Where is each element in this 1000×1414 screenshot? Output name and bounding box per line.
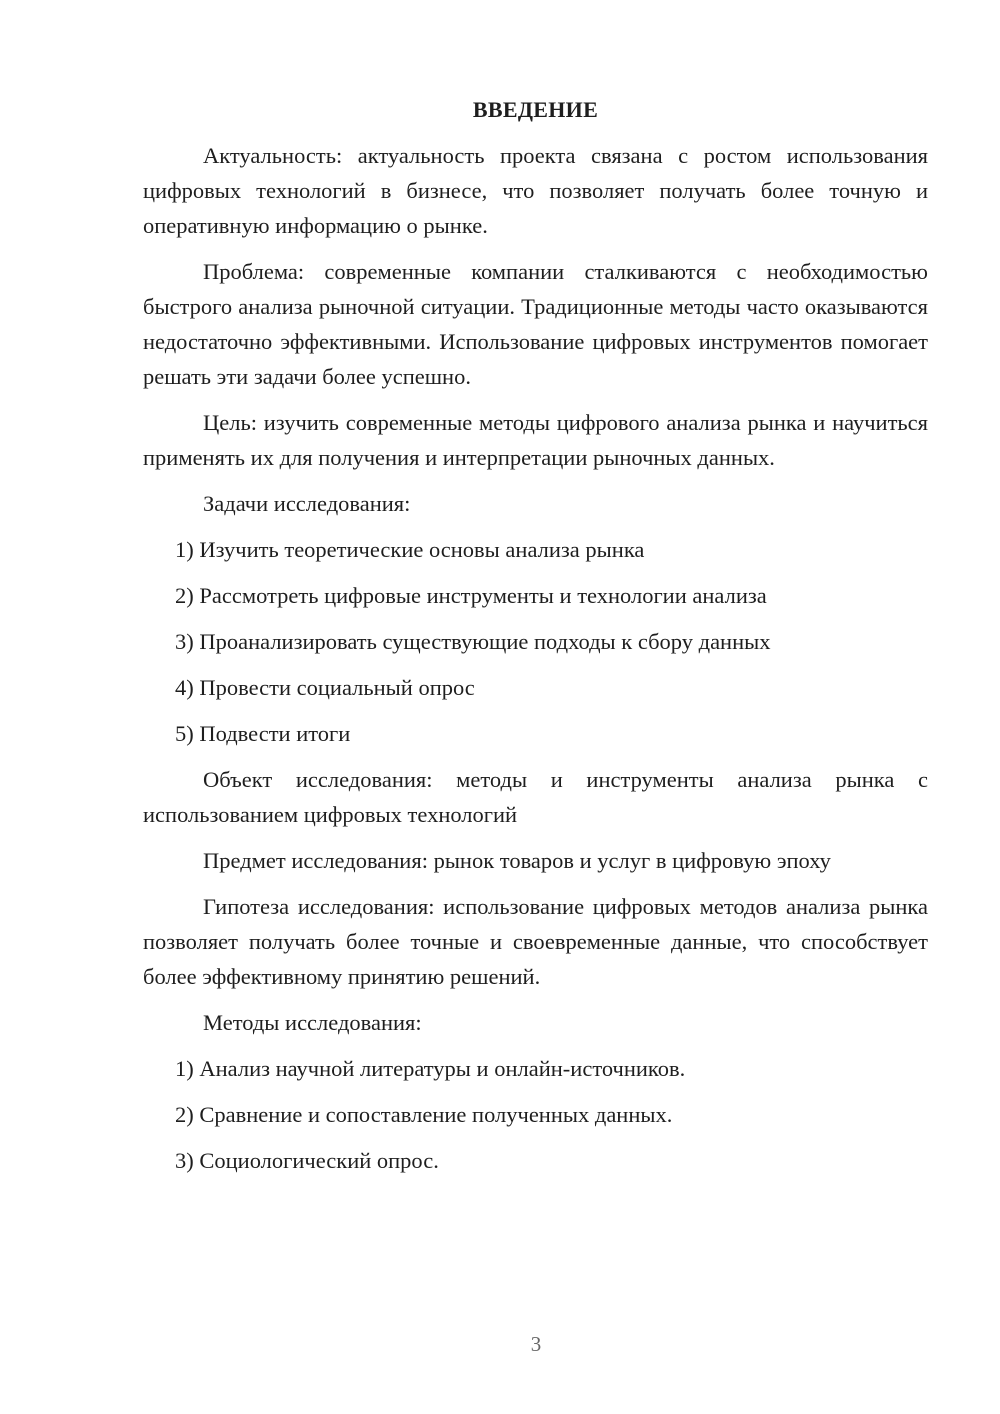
paragraph-goal: Цель: изучить современные методы цифрового анализа рынка и научиться применять их для получения и интерпретации рыночных данных. — [143, 410, 928, 470]
document-page — [143, 92, 928, 1189]
paragraph-problem: Проблема: современные компании сталкиваются с необходимостью быстрого анализа рыночной ситуации. Традиционные методы часто оказываются недостаточно эффективными. Использование цифровых инструментов помогает решать эти задачи более успешно. — [143, 259, 928, 389]
list-item: 3) Социологический опрос. — [175, 1148, 439, 1173]
list-item: 5) Подвести итоги — [175, 721, 351, 746]
section-title: ВВЕДЕНИЕ — [472, 97, 599, 122]
tasks-heading: Задачи исследования: — [203, 491, 411, 516]
paragraph-object: Объект исследования: методы и инструменты анализа рынка с использованием цифровых технологий — [143, 767, 928, 827]
list-item: 2) Рассмотреть цифровые инструменты и технологии анализа — [175, 583, 767, 608]
paragraph-relevance: Актуальность: актуальность проекта связана с ростом использования цифровых технологий в бизнесе, что позволяет получать более точную и оперативную информацию о рынке. — [143, 143, 928, 238]
list-item: 4) Провести социальный опрос — [175, 675, 475, 700]
paragraph-subject: Предмет исследования: рынок товаров и услуг в цифровую эпоху — [203, 848, 831, 873]
list-item: 3) Проанализировать существующие подходы к сбору данных — [175, 629, 771, 654]
list-item: 1) Анализ научной литературы и онлайн-источников. — [175, 1056, 686, 1081]
list-item: 1) Изучить теоретические основы анализа рынка — [175, 537, 645, 562]
page-number: 3 — [530, 1332, 542, 1356]
paragraph-hypothesis: Гипотеза исследования: использование цифровых методов анализа рынка позволяет получать более точные и своевременные данные, что способствует более эффективному принятию решений. — [143, 894, 928, 989]
list-item: 2) Сравнение и сопоставление полученных данных. — [175, 1102, 673, 1127]
methods-heading: Методы исследования: — [203, 1010, 422, 1035]
